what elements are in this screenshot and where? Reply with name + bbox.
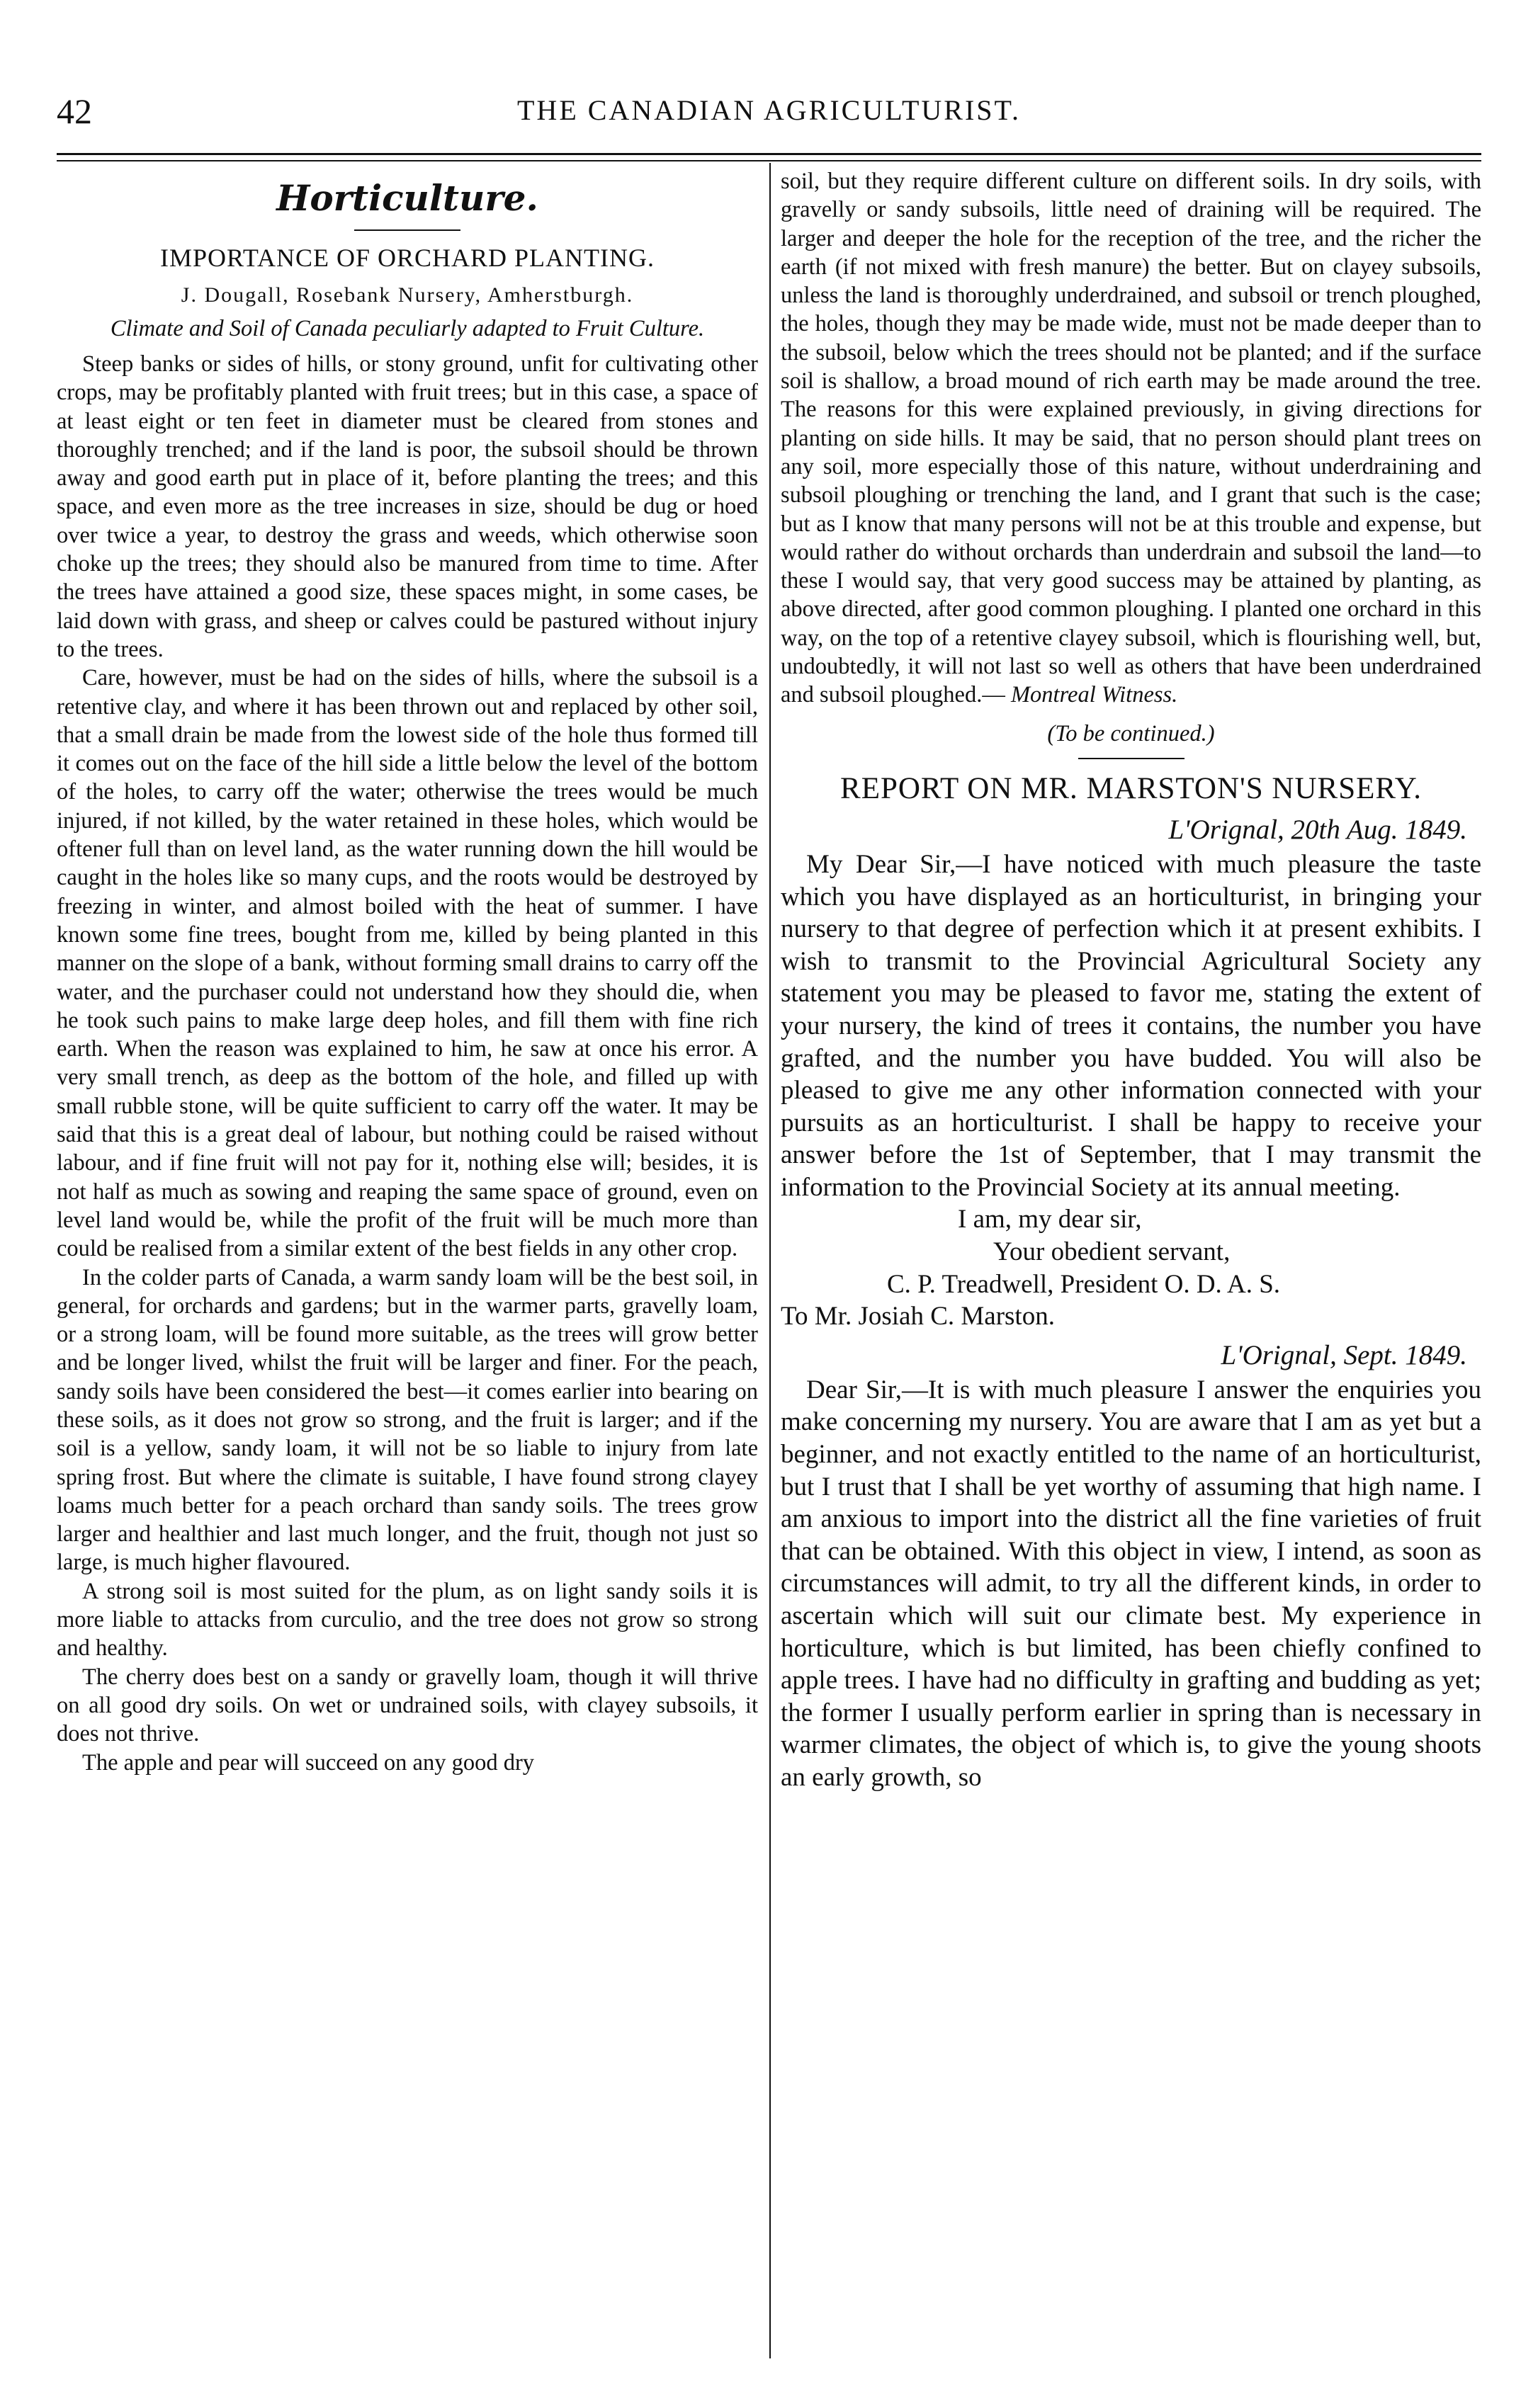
closing-line-2: Your obedient servant, [993, 1237, 1231, 1267]
recipient: To Mr. Josiah C. Marston. [781, 1302, 1055, 1331]
running-head [57, 91, 1481, 133]
header-rule-top [57, 153, 1481, 155]
left-column [57, 167, 758, 1777]
closing-line-1: I am, my dear sir, [958, 1205, 1142, 1234]
paragraph: The cherry does best on a sandy or gravelly loam, though it will thrive on all good dry soils. On wet or undrained soils, with clayey subsoils, it does not thrive. [57, 1664, 758, 1747]
signature: C. P. Treadwell, President O. D. A. S. [887, 1269, 1281, 1299]
section-heading: Horticulture. [276, 177, 538, 219]
page-number: 42 [57, 91, 92, 131]
continuation-text: soil, but they require different culture on different soils. In dry soils, with gravelly or sandy subsoils, little need of draining will be required. The larger and deeper the hole for the reception of the tree, and the richer the earth (if not mixed with fresh manure) the better. But on clayey subsoils, unless the land is thoroughly underdrained, and subsoil or trench ploughed, the holes, though they may be made wide, must not be made deeper than to the subsoil, below which the trees should not be planted; and if the surface soil is shallow, a broad mound of rich earth may be made around the tree. The reasons for this were explained previously, in giving directions for planting on side hills. It may be said, that no person should plant trees on any soil, more especially those of this nature, without underdraining and subsoil ploughing or trenching the land, and I grant that such is the case; but as I know that many persons will not be at this trouble and expense, but would rather do without orchards than underdrain and subsoil the land—to these I would say, that very good success may be attained by planting, as above directed, after good common ploughing. I planted one orchard in this way, on the top of a retentive clayey subsoil, which is flourishing well, but, undoubtedly, it will not last so well as others that have been underdrained and subsoil ploughed.— [781, 169, 1481, 708]
column-divider [769, 163, 771, 2358]
second-dateline: L'Orignal, Sept. 1849. [1221, 1339, 1467, 1370]
first-letter [781, 848, 1481, 1204]
header-rule-bottom [57, 160, 1481, 161]
second-letter-body: Dear Sir,—It is with much pleasure I answer the enquiries you make concerning my nursery. You are aware that I am as yet but a beginner, and not exactly entitled to the name of an horticulturist, but I trust that I shall be yet worthy of assuming that high name. I am anxious to import into the district all the fine varieties of fruit that can be obtained. With this object in view, I intend, as soon as circumstances will admit, to try all the different kinds, in order to ascertain which will suit our climate best. My experience in horticulture, which is but limited, has been chiefly confined to apple trees. I have had no difficulty in grafting and budding as yet; the former I usually perform earlier in spring than is necessary in warmer climates, the object of which is, to give the young shoots an early growth, so [781, 1375, 1481, 1792]
first-letter-body: My Dear Sir,—I have noticed with much pleasure the taste which you have displayed as an horticulturist, in bringing your nursery to that degree of perfection which it at present exhibits. I wish to transmit to the Provincial Agricultural Society any statement you may be pleased to favor me, stating the extent of your nursery, the kind of trees it contains, the number you have grafted, and the number you have budded. You will also be pleased to give me any other information connected with your pursuits as an horticulturist. I shall be happy to receive your answer before the 1st of September, that I may transmit the information to the Provincial Society at its annual meeting. [781, 849, 1481, 1202]
paragraph: In the colder parts of Canada, a warm sandy loam will be the best soil, in general, for orchards and gardens; but in the warmer parts, gravelly loam, or a strong loam, will be found more suitable, as the trees will grow better and be longer lived, whilst the fruit will be larger and finer. For the peach, sandy soils have been considered the best—it comes earlier into bearing on these soils, as it does not grow so strong, and the fruit is larger; and if the soil is a yellow, sandy loam, it will not be so liable to injury from late spring frost. But where the climate is suitable, I have found strong clayey loams much better for a peach orchard than sandy soils. The trees grow larger and healthier and last much longer, and the fruit, though not just so large, is much higher flavoured. [57, 1264, 758, 1576]
article-title: IMPORTANCE OF ORCHARD PLANTING. [159, 244, 655, 272]
article-subtitle: Climate and Soil of Canada peculiarly adapted to Fruit Culture. [110, 316, 705, 341]
continued-note: (To be continued.) [1047, 720, 1215, 746]
section-rule [354, 229, 460, 231]
journal-title: THE CANADIAN AGRICULTURIST. [517, 94, 1021, 126]
source-credit: Montreal Witness. [1010, 682, 1178, 708]
paragraph: A strong soil is most suited for the plum, as on light sandy soils it is more liable to attacks from curculio, and the tree does not grow so strong and healthy. [57, 1578, 758, 1662]
right-column [781, 167, 1481, 1794]
second-letter [781, 1374, 1481, 1794]
paragraph: The apple and pear will succeed on any good dry [82, 1749, 535, 1776]
paragraph: Steep banks or sides of hills, or stony ground, unfit for cultivating other crops, may be profitably planted with fruit trees; but in this case, a space of at least eight or ten feet in diameter must be cleared from stones and thoroughly trenched; and if the land is poor, the subsoil should be thrown away and good earth put in place of it, before planting the trees; and this space, and even more as the tree increases in size, should be dug or hoed over twice a year, to destroy the grass and weeds, which otherwise soon choke up the trees; they should also be manured from time to time. After the trees have attained a good size, these spaces might, in some cases, be laid down with grass, and sheep or calves could be pastured without injury to the trees. [57, 351, 758, 662]
paragraph: Care, however, must be had on the sides of hills, where the subsoil is a retentive clay, and where it has been thrown out and replaced by other soil, that a small drain be made from the lowest side of the hole thus formed till it comes out on the face of the hill side a little below the level of the bottom of the holes, to carry off the water; otherwise the trees would be much injured, if not killed, by the water retained in these holes, which would be oftener full than on level land, as the water running down the hill would be caught in the holes like so many cups, and the roots would be destroyed by freezing in winter, and almost boiled with the heat of summer. I have known some fine trees, bought from me, killed by being planted in this manner on the slope of a bank, without forming small drains to carry off the water, and the purchaser could not understand how they should die, when he took such pains to make large deep holes, and fill them with fine rich earth. When the reason was explained to him, he saw at once his error. A very small trench, as deep as the bottom of the hole, and filled up with small rubble stone, will be quite sufficient to carry off the water. It may be said that this is a great deal of labour, but nothing could be raised without labour, and if fine fruit will not pay for it, nothing else will; besides, it is not half as much as sowing and reaping the same space of ground, even on level land would be, while the profit of the fruit will be much more than could be realised from a similar extent of the best fields in any other crop. [57, 665, 758, 1262]
byline: J. Dougall, Rosebank Nursery, Amherstburgh. [181, 283, 634, 307]
article-rule [1078, 758, 1184, 759]
first-dateline: L'Orignal, 20th Aug. 1849. [1168, 814, 1467, 845]
continuation-paragraph [781, 167, 1481, 710]
report-title: REPORT ON MR. MARSTON'S NURSERY. [840, 771, 1422, 805]
